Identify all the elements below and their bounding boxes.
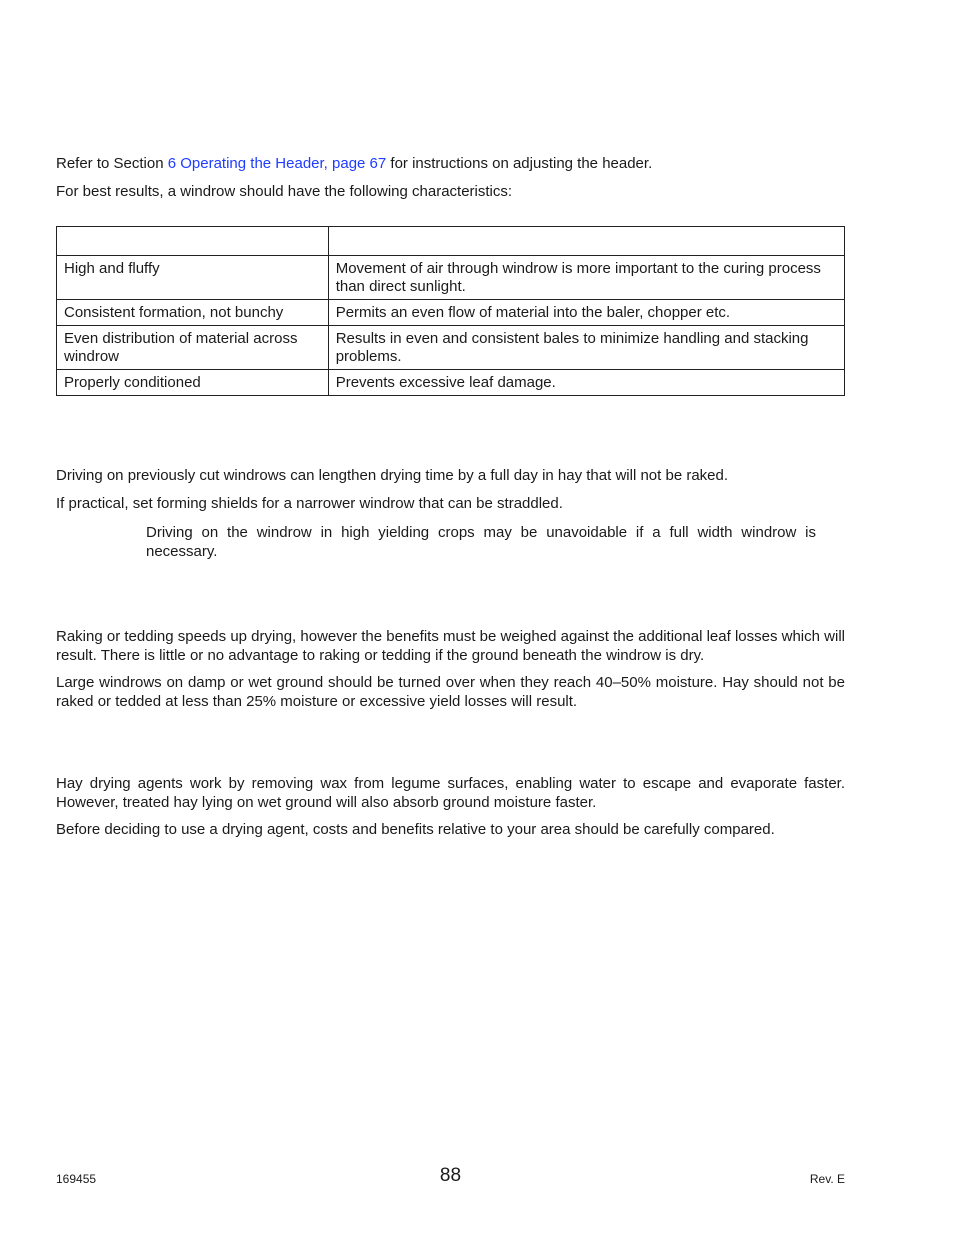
driving-note: Driving on the windrow in high yielding crops may be unavoidable if a full width windrow is necessary. xyxy=(146,524,816,560)
table-row xyxy=(57,370,845,396)
driving-paragraph-2: If practical, set forming shields for a narrower windrow that can be straddled. xyxy=(56,495,563,512)
refer-prefix: Refer to Section xyxy=(56,155,168,172)
table-cell-characteristic: Even distribution of material across windrow xyxy=(57,326,329,370)
manual-page xyxy=(56,0,845,1235)
refer-paragraph xyxy=(56,154,845,173)
raking-paragraph-2: Large windrows on damp or wet ground should be turned over when they reach 40–50% moisture. Hay should not be raked or tedded at less than 25% moisture or excessive yield losses will result. xyxy=(56,674,845,710)
table-header-row xyxy=(57,227,845,256)
table-cell-advantage: Prevents excessive leaf damage. xyxy=(328,370,844,396)
drying-agents-paragraph-1: Hay drying agents work by removing wax from legume surfaces, enabling water to escape and evaporate faster. However, treated hay lying on wet ground will also absorb ground moisture faster. xyxy=(56,775,845,811)
revision-label: Rev. E xyxy=(809,1172,845,1186)
driving-paragraph-1: Driving on previously cut windrows can lengthen drying time by a full day in hay that will not be raked. xyxy=(56,467,729,484)
table-cell-advantage: Permits an even flow of material into the baler, chopper etc. xyxy=(328,300,844,326)
table-cell-characteristic: Properly conditioned xyxy=(57,370,329,396)
table-row xyxy=(57,300,845,326)
section-link-operating-header[interactable]: 6 Operating the Header, page 67 xyxy=(167,155,387,172)
refer-suffix: for instructions on adjusting the header. xyxy=(386,155,653,172)
table-cell-advantage: Results in even and consistent bales to minimize handling and stacking problems. xyxy=(328,326,844,370)
table-cell-characteristic: Consistent formation, not bunchy xyxy=(57,300,329,326)
table-row xyxy=(57,256,845,300)
page-number: 88 xyxy=(439,1165,462,1186)
raking-paragraph-1: Raking or tedding speeds up drying, however the benefits must be weighed against the additional leaf losses which will result. There is little or no advantage to raking or tedding if the ground beneath the windrow is dry. xyxy=(56,628,845,664)
table-header-characteristic xyxy=(57,227,329,256)
windrow-characteristics-table xyxy=(56,226,845,396)
table-cell-characteristic: High and fluffy xyxy=(57,256,329,300)
table-row xyxy=(57,326,845,370)
document-number: 169455 xyxy=(56,1172,97,1186)
drying-agents-paragraph-2: Before deciding to use a drying agent, costs and benefits relative to your area should be carefully compared. xyxy=(56,821,775,838)
best-results-paragraph: For best results, a windrow should have the following characteristics: xyxy=(56,183,513,200)
table-cell-advantage: Movement of air through windrow is more important to the curing process than direct sunlight. xyxy=(328,256,844,300)
table-header-advantage xyxy=(328,227,844,256)
